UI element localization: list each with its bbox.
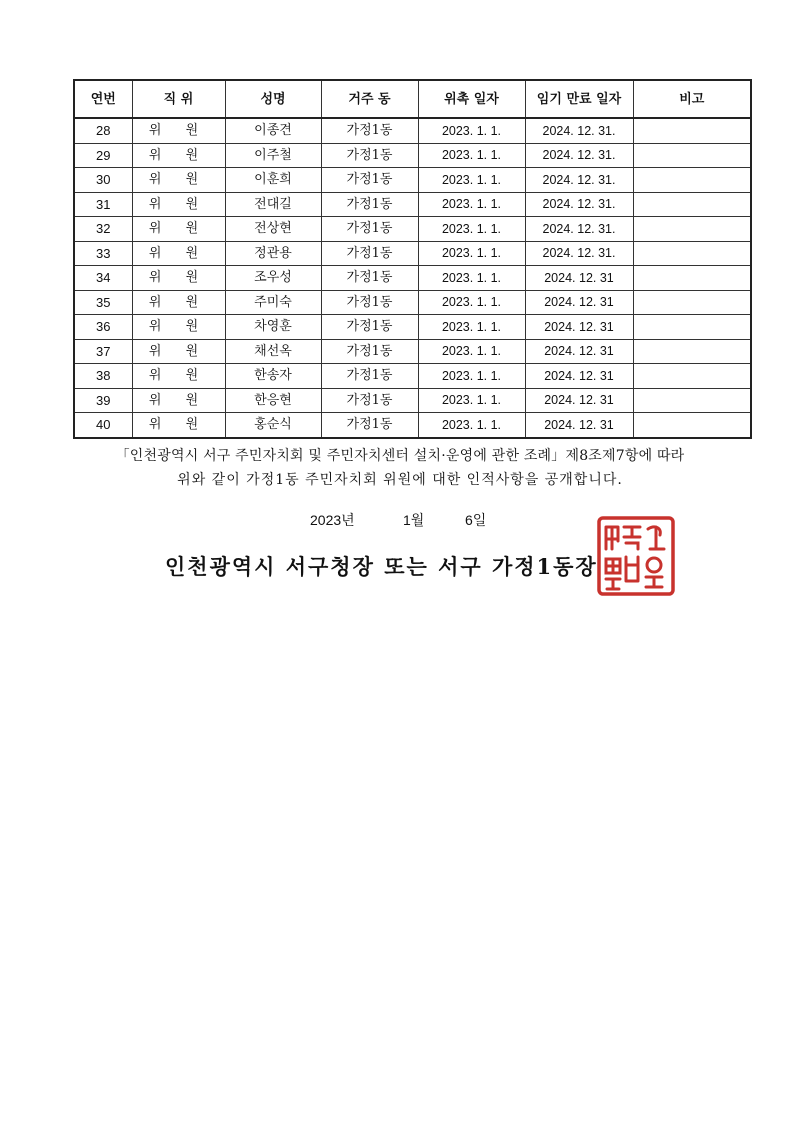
cell-position: 위 원 bbox=[132, 290, 225, 315]
cell-residence-dong: 가정1동 bbox=[321, 364, 418, 389]
cell-member-name: 조우성 bbox=[225, 266, 321, 291]
header-remarks: 비고 bbox=[633, 80, 751, 118]
cell-residence-dong: 가정1동 bbox=[321, 241, 418, 266]
cell-serial-number: 30 bbox=[74, 168, 132, 193]
cell-serial-number: 31 bbox=[74, 192, 132, 217]
cell-appointment-date: 2023. 1. 1. bbox=[418, 217, 525, 242]
cell-remarks bbox=[633, 413, 751, 438]
cell-term-expiry-date: 2024. 12. 31. bbox=[525, 168, 633, 193]
cell-term-expiry-date: 2024. 12. 31 bbox=[525, 315, 633, 340]
cell-remarks bbox=[633, 388, 751, 413]
official-seal-icon bbox=[596, 515, 676, 597]
cell-appointment-date: 2023. 1. 1. bbox=[418, 413, 525, 438]
issuer-signature-line: 인천광역시 서구청장 또는 서구 가정1동장 bbox=[165, 554, 598, 579]
header-name: 성명 bbox=[225, 80, 321, 118]
cell-residence-dong: 가정1동 bbox=[321, 143, 418, 168]
cell-remarks bbox=[633, 143, 751, 168]
header-serial-number: 연번 bbox=[74, 80, 132, 118]
cell-remarks bbox=[633, 364, 751, 389]
header-position: 직 위 bbox=[132, 80, 225, 118]
cell-serial-number: 29 bbox=[74, 143, 132, 168]
cell-term-expiry-date: 2024. 12. 31 bbox=[525, 388, 633, 413]
cell-position: 위 원 bbox=[132, 143, 225, 168]
cell-member-name: 한응현 bbox=[225, 388, 321, 413]
cell-residence-dong: 가정1동 bbox=[321, 217, 418, 242]
committee-member-table bbox=[73, 79, 752, 439]
date-day: 6일 bbox=[465, 512, 487, 528]
cell-appointment-date: 2023. 1. 1. bbox=[418, 118, 525, 143]
cell-term-expiry-date: 2024. 12. 31. bbox=[525, 118, 633, 143]
date-month: 1월 bbox=[403, 512, 425, 528]
cell-appointment-date: 2023. 1. 1. bbox=[418, 290, 525, 315]
cell-position: 위 원 bbox=[132, 266, 225, 291]
cell-position: 위 원 bbox=[132, 192, 225, 217]
cell-term-expiry-date: 2024. 12. 31. bbox=[525, 241, 633, 266]
cell-term-expiry-date: 2024. 12. 31. bbox=[525, 143, 633, 168]
cell-member-name: 채선옥 bbox=[225, 339, 321, 364]
cell-residence-dong: 가정1동 bbox=[321, 290, 418, 315]
cell-appointment-date: 2023. 1. 1. bbox=[418, 168, 525, 193]
cell-term-expiry-date: 2024. 12. 31 bbox=[525, 266, 633, 291]
header-term-expiry-date: 임기 만료 일자 bbox=[525, 80, 633, 118]
cell-appointment-date: 2023. 1. 1. bbox=[418, 192, 525, 217]
table-row bbox=[74, 241, 751, 266]
cell-remarks bbox=[633, 168, 751, 193]
cell-serial-number: 33 bbox=[74, 241, 132, 266]
cell-position: 위 원 bbox=[132, 339, 225, 364]
cell-position: 위 원 bbox=[132, 217, 225, 242]
cell-residence-dong: 가정1동 bbox=[321, 339, 418, 364]
notice-line-1: 「인천광역시 서구 주민자치회 및 주민자치센터 설치·운영에 관한 조례」제8조제7항에 따라 bbox=[115, 448, 685, 464]
cell-remarks bbox=[633, 192, 751, 217]
notice-line-2: 위와 같이 가정1동 주민자치회 위원에 대한 인적사항을 공개합니다. bbox=[177, 472, 623, 488]
cell-member-name: 이주철 bbox=[225, 143, 321, 168]
cell-position: 위 원 bbox=[132, 315, 225, 340]
cell-serial-number: 32 bbox=[74, 217, 132, 242]
table-row bbox=[74, 118, 751, 143]
cell-remarks bbox=[633, 118, 751, 143]
cell-serial-number: 34 bbox=[74, 266, 132, 291]
table-header-row bbox=[74, 80, 751, 118]
cell-term-expiry-date: 2024. 12. 31. bbox=[525, 192, 633, 217]
cell-position: 위 원 bbox=[132, 413, 225, 438]
cell-member-name: 홍순식 bbox=[225, 413, 321, 438]
cell-residence-dong: 가정1동 bbox=[321, 192, 418, 217]
cell-term-expiry-date: 2024. 12. 31 bbox=[525, 413, 633, 438]
cell-residence-dong: 가정1동 bbox=[321, 388, 418, 413]
cell-position: 위 원 bbox=[132, 241, 225, 266]
table-body bbox=[74, 118, 751, 438]
cell-residence-dong: 가정1동 bbox=[321, 413, 418, 438]
cell-term-expiry-date: 2024. 12. 31. bbox=[525, 217, 633, 242]
cell-serial-number: 38 bbox=[74, 364, 132, 389]
cell-member-name: 차영훈 bbox=[225, 315, 321, 340]
table-row bbox=[74, 364, 751, 389]
cell-remarks bbox=[633, 290, 751, 315]
cell-residence-dong: 가정1동 bbox=[321, 315, 418, 340]
cell-remarks bbox=[633, 217, 751, 242]
cell-position: 위 원 bbox=[132, 388, 225, 413]
cell-position: 위 원 bbox=[132, 168, 225, 193]
cell-serial-number: 35 bbox=[74, 290, 132, 315]
cell-residence-dong: 가정1동 bbox=[321, 118, 418, 143]
cell-remarks bbox=[633, 315, 751, 340]
cell-residence-dong: 가정1동 bbox=[321, 266, 418, 291]
cell-appointment-date: 2023. 1. 1. bbox=[418, 266, 525, 291]
table-row bbox=[74, 266, 751, 291]
cell-appointment-date: 2023. 1. 1. bbox=[418, 364, 525, 389]
cell-term-expiry-date: 2024. 12. 31 bbox=[525, 364, 633, 389]
cell-member-name: 이훈희 bbox=[225, 168, 321, 193]
cell-appointment-date: 2023. 1. 1. bbox=[418, 339, 525, 364]
cell-position: 위 원 bbox=[132, 364, 225, 389]
cell-serial-number: 36 bbox=[74, 315, 132, 340]
cell-appointment-date: 2023. 1. 1. bbox=[418, 241, 525, 266]
table-row bbox=[74, 339, 751, 364]
cell-serial-number: 39 bbox=[74, 388, 132, 413]
cell-member-name: 정관용 bbox=[225, 241, 321, 266]
cell-appointment-date: 2023. 1. 1. bbox=[418, 388, 525, 413]
cell-term-expiry-date: 2024. 12. 31 bbox=[525, 290, 633, 315]
table-row bbox=[74, 315, 751, 340]
cell-member-name: 주미숙 bbox=[225, 290, 321, 315]
table-row bbox=[74, 413, 751, 438]
cell-appointment-date: 2023. 1. 1. bbox=[418, 315, 525, 340]
table-row bbox=[74, 143, 751, 168]
cell-remarks bbox=[633, 339, 751, 364]
cell-serial-number: 40 bbox=[74, 413, 132, 438]
cell-serial-number: 37 bbox=[74, 339, 132, 364]
table-row bbox=[74, 388, 751, 413]
header-appointment-date: 위촉 일자 bbox=[418, 80, 525, 118]
cell-member-name: 전대길 bbox=[225, 192, 321, 217]
cell-member-name: 한송자 bbox=[225, 364, 321, 389]
table-row bbox=[74, 217, 751, 242]
cell-remarks bbox=[633, 241, 751, 266]
cell-member-name: 이종견 bbox=[225, 118, 321, 143]
cell-appointment-date: 2023. 1. 1. bbox=[418, 143, 525, 168]
cell-term-expiry-date: 2024. 12. 31 bbox=[525, 339, 633, 364]
table-row bbox=[74, 290, 751, 315]
table-row bbox=[74, 168, 751, 193]
cell-position: 위 원 bbox=[132, 118, 225, 143]
header-residence-dong: 거주 동 bbox=[321, 80, 418, 118]
cell-member-name: 전상현 bbox=[225, 217, 321, 242]
table-row bbox=[74, 192, 751, 217]
cell-remarks bbox=[633, 266, 751, 291]
cell-serial-number: 28 bbox=[74, 118, 132, 143]
cell-residence-dong: 가정1동 bbox=[321, 168, 418, 193]
date-year: 2023년 bbox=[310, 512, 355, 528]
